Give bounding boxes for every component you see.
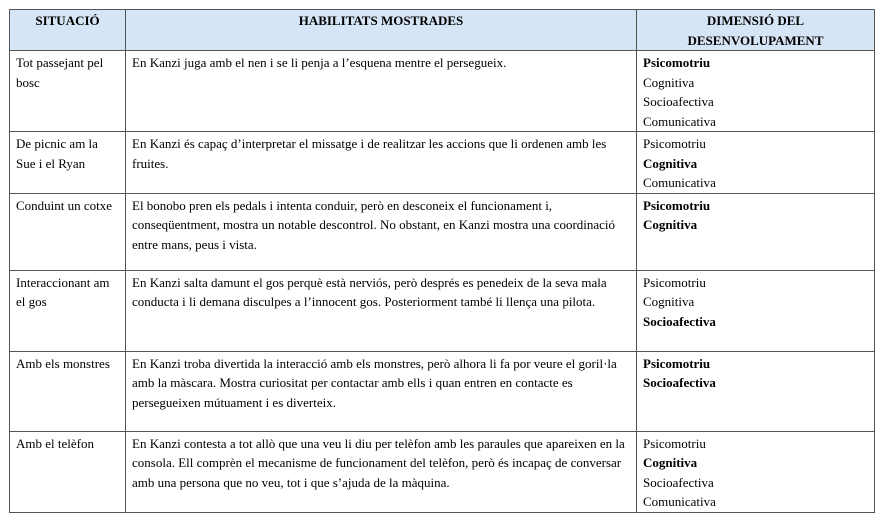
skills-table: [9, 9, 875, 513]
table-row: [10, 193, 875, 270]
dimension-item: Psicomotriu: [643, 197, 711, 213]
dimension-item: Socioafectiva: [643, 474, 714, 490]
table-row: [10, 51, 875, 132]
habilitats-cell: En Kanzi contesta a tot allò que una veu li diu per telèfon amb les paraules que apareixen en la consola. Ell comprèn el mecanisme de funcionament del telèfon, però és incapaç de conversar amb una persona que no veu, tot i que s’ajuda de la màquina.: [126, 431, 637, 512]
dimension-item: Socioafectiva: [643, 375, 716, 390]
situacio-cell: De picnic am la Sue i el Ryan: [10, 132, 126, 194]
situacio-cell: Tot passejant pel bosc: [10, 51, 126, 132]
habilitats-cell: El bonobo pren els pedals i intenta conduir, però en desconeix el funcionament i, conseqüentment, mostra un notable descontrol. No obstant, en Kanzi mostra una coordinació entre mans, peus i vista.: [126, 193, 637, 270]
situacio-cell: Amb els monstres: [10, 351, 126, 431]
dimensio-cell: [637, 270, 875, 351]
table-body: [10, 51, 875, 513]
dimensio-cell: [637, 132, 875, 194]
dimensio-cell: [637, 193, 875, 270]
dimension-item: Cognitiva: [643, 217, 698, 232]
dimensio-cell: [637, 351, 875, 431]
dimension-item: Psicomotriu: [643, 355, 711, 371]
dimension-item: Cognitiva: [643, 455, 698, 470]
dimension-item: Socioafectiva: [643, 313, 716, 329]
dimension-item: Comunicativa: [643, 494, 716, 509]
dimension-item: Comunicativa: [643, 113, 716, 129]
table-row: [10, 132, 875, 194]
header-dimensio: DIMENSIÓ DEL DESENVOLUPAMENT: [637, 10, 875, 51]
table-row: [10, 270, 875, 351]
situacio-cell: Interaccionant am el gos: [10, 270, 126, 351]
dimensio-cell: [637, 51, 875, 132]
table-row: [10, 351, 875, 431]
dimension-item: Psicomotriu: [643, 274, 706, 290]
table-row: [10, 431, 875, 512]
header-habilitats: HABILITATS MOSTRADES: [126, 10, 637, 51]
situacio-cell: Conduint un cotxe: [10, 193, 126, 270]
dimension-item: Cognitiva: [643, 74, 695, 90]
dimension-item: Comunicativa: [643, 175, 716, 190]
dimension-item: Cognitiva: [643, 155, 698, 171]
dimension-item: Psicomotriu: [643, 55, 711, 70]
dimension-item: Socioafectiva: [643, 94, 714, 109]
habilitats-cell: En Kanzi és capaç d’interpretar el missatge i de realitzar les accions que li ordenen amb les fruites.: [126, 132, 637, 194]
dimensio-cell: [637, 431, 875, 512]
dimension-item: Cognitiva: [643, 294, 695, 309]
habilitats-cell: En Kanzi troba divertida la interacció amb els monstres, però alhora li fa por veure el goril·la amb la màscara. Mostra curiositat per contactar amb ells i quan entren en contacte es persegueixen mútuament i es diverteix.: [126, 351, 637, 431]
habilitats-cell: En Kanzi juga amb el nen i se li penja a l’esquena mentre el persegueix.: [126, 51, 637, 132]
habilitats-cell: En Kanzi salta damunt el gos perquè està nerviós, però després es penedeix de la seva mala conducta i li demana disculpes a l’innocent gos. Posteriorment també li llença una pilota.: [126, 270, 637, 351]
header-row: [10, 10, 875, 51]
dimension-item: Psicomotriu: [643, 136, 706, 151]
dimension-item: Psicomotriu: [643, 435, 706, 451]
situacio-cell: Amb el telèfon: [10, 431, 126, 512]
header-situacio: SITUACIÓ: [10, 10, 126, 51]
